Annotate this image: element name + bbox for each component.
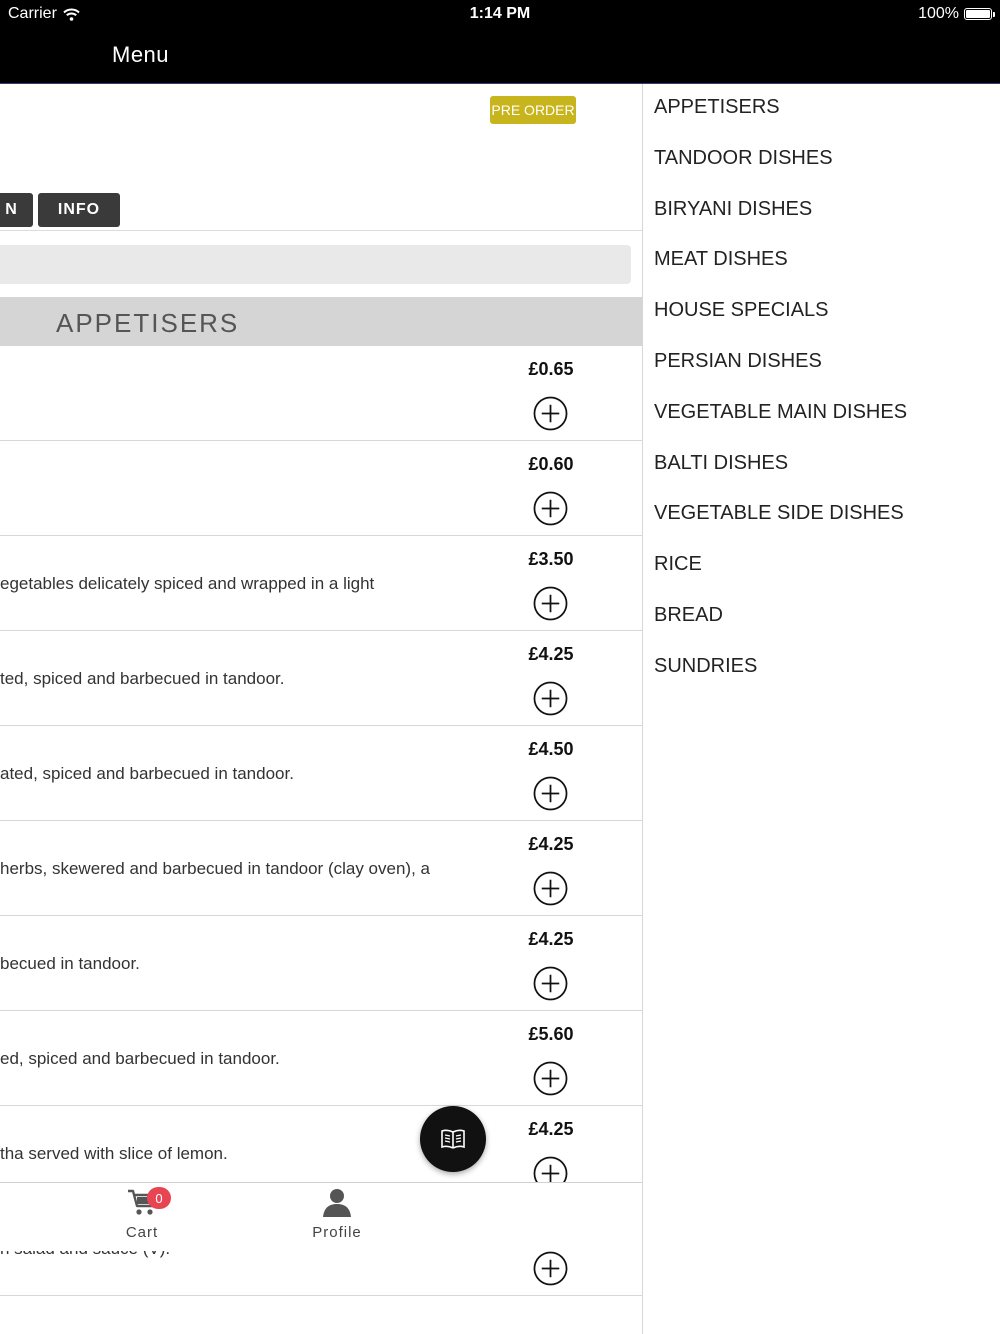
- item-description: becued in tandoor.: [0, 954, 140, 973]
- item-price: £4.25: [528, 1119, 574, 1139]
- tab-button-partial[interactable]: N: [0, 193, 33, 227]
- battery-indicator: [918, 5, 992, 23]
- plus-circle-icon[interactable]: [533, 586, 568, 621]
- category-item[interactable]: TANDOOR DISHES: [654, 146, 833, 169]
- user-icon: [321, 1187, 353, 1217]
- item-price: £0.65: [528, 359, 574, 379]
- plus-circle-icon[interactable]: [533, 491, 568, 526]
- item-description: ated, spiced and barbecued in tandoor.: [0, 764, 294, 783]
- item-description: herbs, skewered and barbecued in tandoor (clay oven), a: [0, 859, 430, 878]
- menu-item-row: [0, 916, 642, 1011]
- item-price: £4.50: [528, 739, 574, 759]
- category-item[interactable]: HOUSE SPECIALS: [654, 299, 829, 322]
- cart-count-badge: 0: [147, 1187, 171, 1209]
- info-tab-button[interactable]: INFO: [38, 193, 120, 227]
- menu-item-row: [0, 821, 642, 916]
- item-price: £4.25: [528, 929, 574, 949]
- plus-circle-icon[interactable]: [533, 966, 568, 1001]
- menu-book-icon: [440, 1128, 466, 1150]
- status-bar: [0, 0, 1000, 28]
- menu-item-row: [0, 346, 642, 441]
- category-item[interactable]: SUNDRIES: [654, 654, 758, 677]
- tab-profile[interactable]: [292, 1187, 382, 1241]
- category-panel: [643, 84, 1000, 1334]
- category-item[interactable]: BREAD: [654, 604, 723, 626]
- tab-cart-label: Cart: [125, 1224, 159, 1241]
- plus-circle-icon[interactable]: [533, 1251, 568, 1286]
- item-description: tha served with slice of lemon.: [0, 1144, 228, 1163]
- category-item[interactable]: MEAT DISHES: [654, 248, 788, 271]
- search-input[interactable]: [0, 245, 631, 284]
- section-title: APPETISERS: [56, 308, 240, 338]
- category-item[interactable]: BALTI DISHES: [654, 451, 789, 474]
- page-title: Menu: [112, 42, 170, 67]
- menu-item-row: [0, 726, 642, 821]
- menu-item-row: [0, 536, 642, 631]
- item-price: £4.25: [528, 644, 574, 664]
- plus-circle-icon[interactable]: [533, 681, 568, 716]
- plus-circle-icon[interactable]: [533, 1061, 568, 1096]
- item-price: £0.60: [528, 454, 574, 474]
- item-price: £5.60: [528, 1024, 574, 1044]
- tab-cart[interactable]: [97, 1187, 187, 1241]
- clock: 1:14 PM: [469, 5, 531, 22]
- item-description: ted, spiced and barbecued in tandoor.: [0, 669, 285, 688]
- item-price: £3.50: [528, 549, 574, 569]
- nav-bar: [0, 28, 1000, 84]
- category-item[interactable]: APPETISERS: [654, 96, 780, 118]
- plus-circle-icon[interactable]: [533, 871, 568, 906]
- menu-fab-button[interactable]: [420, 1106, 486, 1172]
- category-item[interactable]: VEGETABLE SIDE DISHES: [654, 502, 904, 525]
- menu-content: [0, 84, 642, 1334]
- divider: [0, 230, 642, 231]
- plus-circle-icon[interactable]: [533, 776, 568, 811]
- menu-item-row: [0, 1011, 642, 1106]
- tab-profile-label: Profile: [312, 1224, 362, 1241]
- item-description: egetables delicately spiced and wrapped in a light: [0, 574, 375, 593]
- bottom-tab-bar: [0, 1182, 642, 1251]
- category-item[interactable]: RICE: [654, 553, 702, 576]
- carrier-label: Carrier: [8, 5, 57, 22]
- category-item[interactable]: VEGETABLE MAIN DISHES: [654, 400, 908, 423]
- battery-icon: [964, 8, 992, 20]
- menu-item-row: [0, 631, 642, 726]
- pre-order-button[interactable]: PRE ORDER: [490, 96, 576, 124]
- battery-percent: 100%: [918, 5, 959, 22]
- item-description: ed, spiced and barbecued in tandoor.: [0, 1049, 280, 1068]
- section-header: [0, 297, 642, 346]
- category-item[interactable]: BIRYANI DISHES: [654, 197, 813, 220]
- plus-circle-icon[interactable]: [533, 396, 568, 431]
- menu-item-row: [0, 441, 642, 536]
- item-price: £4.25: [528, 834, 574, 854]
- category-item[interactable]: PERSIAN DISHES: [654, 350, 822, 372]
